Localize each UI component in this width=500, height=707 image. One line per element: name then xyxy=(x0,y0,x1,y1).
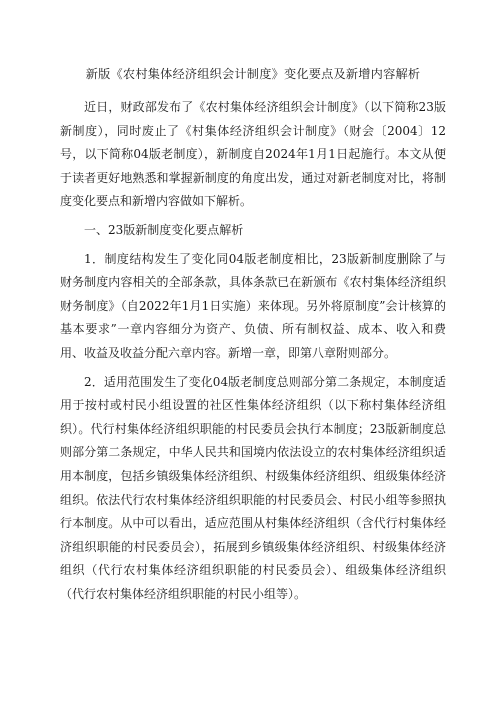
point-2-paragraph: 2．适用范围发生了变化04版老制度总则部分第二条规定，本制度适用于按村或村民小组设置的社区性集体经济组织（以下称村集体经济组织）。代行村集体经济组织职能的村民委员会执行本制度；23版新制度总则部分第二条规定，中华人民共和国境内依法设立的农村集体经济组织适用本制度，包括乡镇级集体经济组织、村级集体经济组织、组级集体经济组织。依法代行农村集体经济组织职能的村民委员会、村民小组等参照执行本制度。从中可以看出，适应范围从村集体经济组织（含代行村集体经济组织职能的村民委员会），拓展到乡镇级集体经济组织、村级集体经济组织（代行农村集体经济组织职能的村民委员会）、组级集体经济组织（代行农村集体经济组织职能的村民小组等）。 xyxy=(60,374,446,601)
section-heading: 一、23版新制度变化要点解析 xyxy=(84,222,244,237)
point-1-paragraph: 1．制度结构发生了变化同04版老制度相比，23版新制度删除了与财务制度内容相关的全部条款，具体条款已在新颁布《农村集体经济组织财务制度》（自2022年1月1日实施）来体现。另外将原制度”会计核算的基本要求”一章内容细分为资产、负债、所有制权益、成本、收入和费用、收益及收益分配六章内容。新增一章，即第八章附则部分。 xyxy=(60,251,446,360)
document-title: 新版《农村集体经济组织会计制度》变化要点及新增内容解析 xyxy=(85,67,421,81)
intro-paragraph: 近日，财政部发布了《农村集体经济组织会计制度》（以下简称23版新制度），同时废止了《村集体经济组织会计制度》（财会〔2004〕12号，以下简称04版老制度），新制度自2024年1月1日起施行。本文从便于读者更好地熟悉和掌握新制度的角度出发，通过对新老制度对比，将制度变化要点和新增内容做如下解析。 xyxy=(60,100,446,209)
